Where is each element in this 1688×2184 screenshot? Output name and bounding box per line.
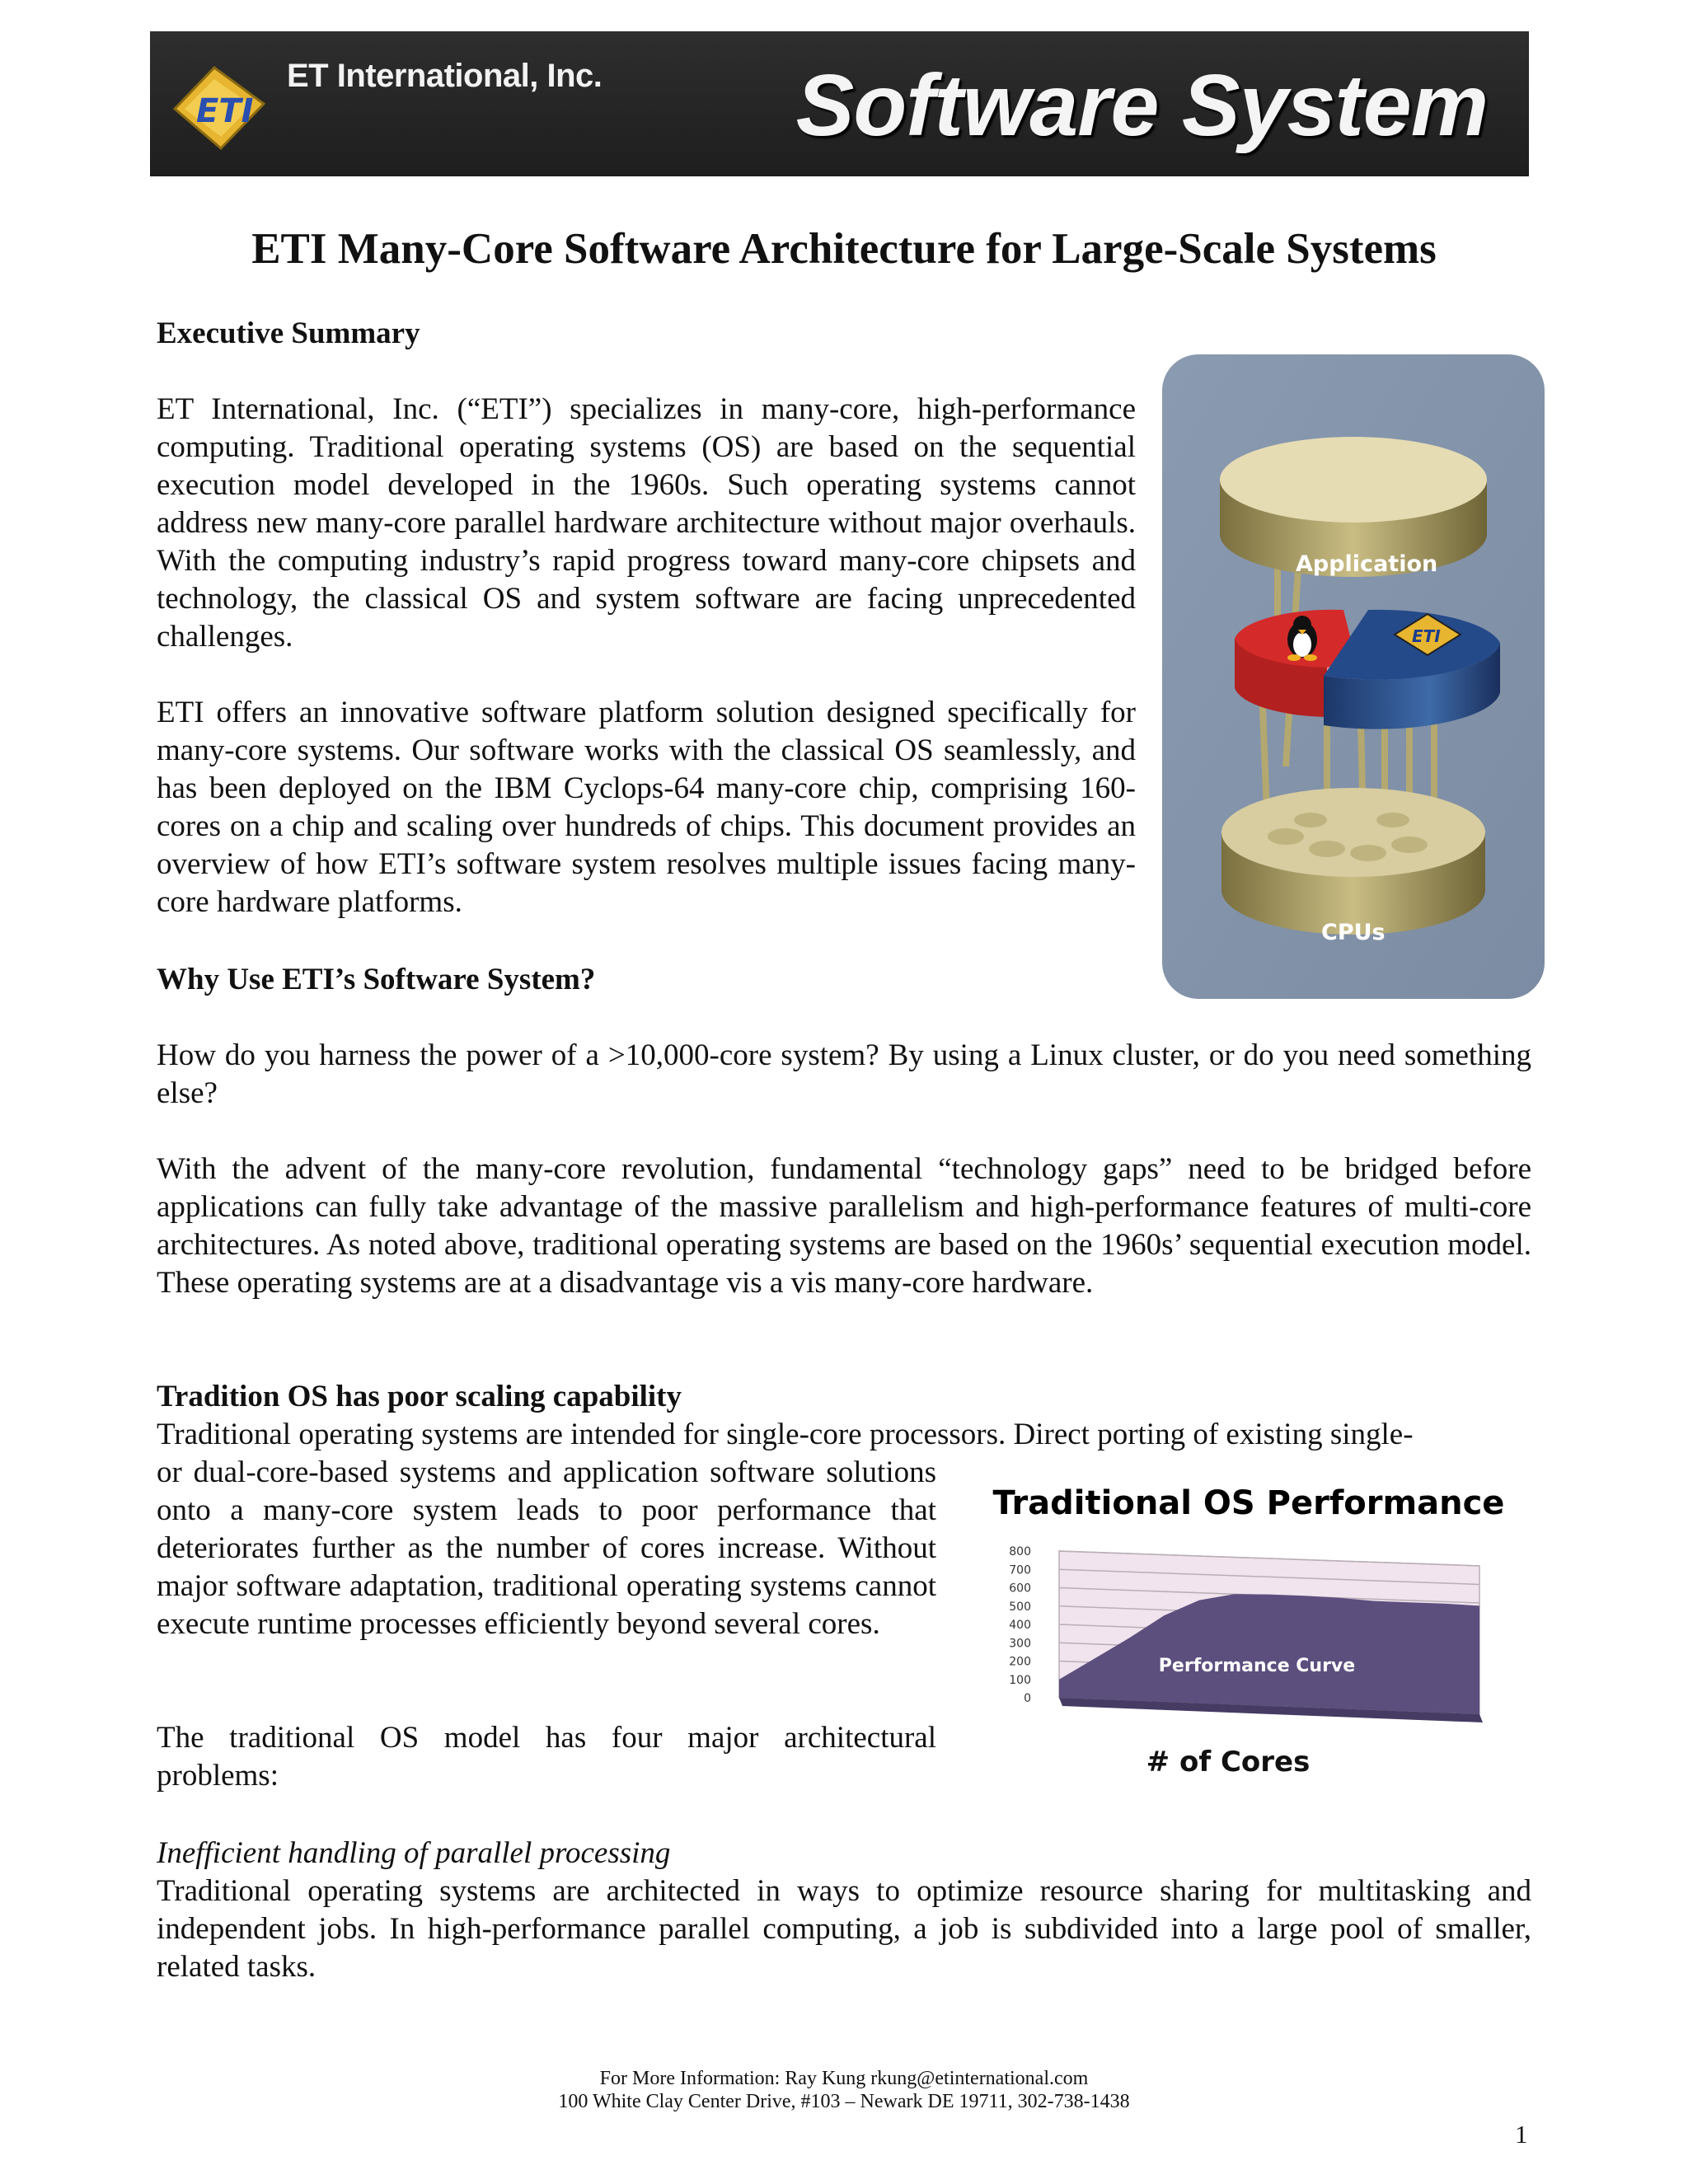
executive-summary-paragraph-2: ETI offers an innovative software platform solution designed specifically for many-core systems. Our software works with the classical OS seamlessly, and has been deployed on the IBM Cyclops-64 many-core chip, comprising 160-cores on a chip and scaling over hundreds of chips. This document provides an overview of how ETI’s software system resolves multiple issues facing many-core hardware platforms. [157,696,1136,919]
eti-logo [166,43,274,166]
parallel-paragraph: Traditional operating systems are architected in ways to optimize resource sharing for multitasking and independent jobs. In high-performance parallel computing, a job is subdivided into a large pool of smaller, related tasks. [157,1874,1531,1984]
software-stack-figure [1162,354,1545,999]
header-banner [150,31,1529,176]
parallel-heading: Inefficient handling of parallel processing [157,1836,671,1870]
y-tick-label: 100 [1009,1673,1031,1687]
y-tick-label: 0 [1024,1692,1031,1705]
traditional-os-performance-chart [985,1471,1504,1784]
document-title: ETI Many-Core Software Architecture for Large-Scale Systems [251,225,1437,273]
y-tick-label: 600 [1009,1582,1031,1596]
y-tick-label: 500 [1009,1600,1031,1614]
series-label: Performance Curve [1158,1656,1356,1676]
y-tick-label: 800 [1009,1545,1031,1558]
why-use-paragraph-1: How do you harness the power of a >10,000-core system? By using a Linux cluster, or do you need something else? [157,1038,1531,1110]
footer-contact: For More Information: Ray Kung rkung@etinternational.com [599,2068,1089,2089]
y-tick-label: 200 [1009,1655,1031,1669]
banner-title: Software System [795,57,1488,154]
logo-text: ETI [196,92,254,130]
why-use-paragraph-2: With the advent of the many-core revolution, fundamental “technology gaps” need to be bridged before applications can fully take advantage of the massive parallelism and high-performance features of multi-core architectures. As noted above, traditional operating systems are based on the 1960s’ sequential execution model. These operating systems are at a disadvantage vis a vis many-core hardware. [157,1152,1531,1300]
x-axis-label: # of Cores [1146,1746,1311,1779]
footer [0,2067,1688,2113]
application-label: Application [1296,551,1438,577]
y-tick-label: 300 [1009,1637,1031,1651]
why-use-heading: Why Use ETI’s Software System? [157,963,596,996]
cpus-label: CPUs [1321,920,1386,945]
eti-mini-logo-text: ETI [1412,626,1441,646]
scaling-paragraph: or dual-core-based systems and application software solutions onto a many-core system leads to poor performance that deteriorates further as the number of cores increase. Without major software adaptation, traditional operating systems cannot execute runtime processes efficiently beyond several cores. [157,1455,936,1641]
executive-summary-paragraph-1: ET International, Inc. (“ETI”) specializes in many-core, high-performance computing. Traditional operating systems (OS) are based on the sequential execution model developed in the 1960s. Such operating systems cannot address new many-core parallel hardware architecture without major overhauls. With the computing industry’s rapid progress toward many-core chipsets and technology, the classical OS and system software are facing unprecedented challenges. [157,392,1136,654]
y-tick-label: 400 [1009,1619,1031,1632]
scaling-heading: Tradition OS has poor scaling capability [157,1380,682,1413]
scaling-lead-line: Traditional operating systems are intended for single-core processors. Direct porting of existing single- [157,1418,1414,1451]
page-number: 1 [1515,2120,1528,2149]
four-problems-paragraph: The traditional OS model has four major architectural problems: [157,1721,936,1793]
chart-title: Traditional OS Performance [992,1484,1504,1522]
y-tick-label: 700 [1009,1563,1031,1577]
footer-address: 100 White Clay Center Drive, #103 – Newark DE 19711, 302-738-1438 [558,2091,1130,2112]
executive-summary-heading: Executive Summary [157,316,420,350]
company-name: ET International, Inc. [287,58,603,94]
